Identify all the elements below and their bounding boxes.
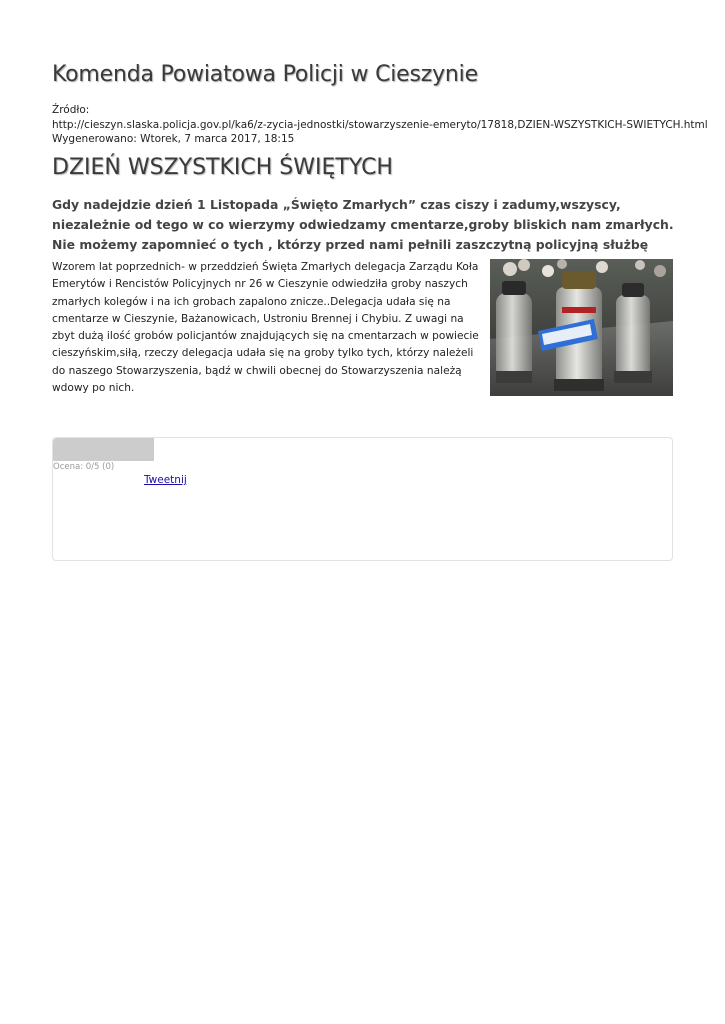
source-url: http://cieszyn.slaska.policja.gov.pl/ka6/z-zycia-jednostki/stowarzyszenie-emeryto/17818,DZIEN-WSZYSTKICH-SWIETYCH.html: [52, 118, 708, 131]
source-meta: [52, 103, 708, 147]
rating-panel: [52, 437, 673, 561]
article-photo: [490, 259, 673, 396]
site-title: Komenda Powiatowa Policji w Cieszynie: [52, 62, 478, 87]
rating-text: Ocena: 0/5 (0): [53, 462, 115, 472]
article-title: DZIEŃ WSZYSTKICH ŚWIĘTYCH: [52, 155, 393, 180]
generated-date: Wygenerowano: Wtorek, 7 marca 2017, 18:15: [52, 133, 295, 145]
tweet-link[interactable]: Tweetnij: [144, 474, 187, 486]
grave-candles-photo: [490, 259, 673, 396]
rating-bar[interactable]: [53, 438, 154, 461]
article-body: Wzorem lat poprzednich- w przeddzień Święta Zmarłych delegacja Zarządu Koła Emerytów i Rencistów Policyjnych nr 26 w Cieszynie odwiedziła groby naszych zmarłych kolegów i na ich grobach zapalono znicze..Delegacja udała się na cmentarze w Cieszynie, Bażanowicach, Ustroniu Brennej i Chybiu. Z uwagi na zbyt dużą ilość grobów policjantów znajdujących się na cmentarzach w powiecie cieszyńskim,siłą, rzeczy delegacja udała się na groby tylko tych, którzy należeli do naszego Stowarzyszenia, bądź w chwili obecnej do Stowarzyszenia należą wdowy po nich.: [52, 261, 479, 395]
source-label: Źródło:: [52, 104, 90, 116]
article-lead: Gdy nadejdzie dzień 1 Listopada „Święto Zmarłych” czas ciszy i zadumy,wszyscy, niezależnie od tego w co wierzymy odwiedzamy cmentarze,groby bliskich nam zmarłych. Nie możemy zapomnieć o tych , którzy przed nami pełnili zaszczytną policyjną służbę: [52, 197, 674, 252]
